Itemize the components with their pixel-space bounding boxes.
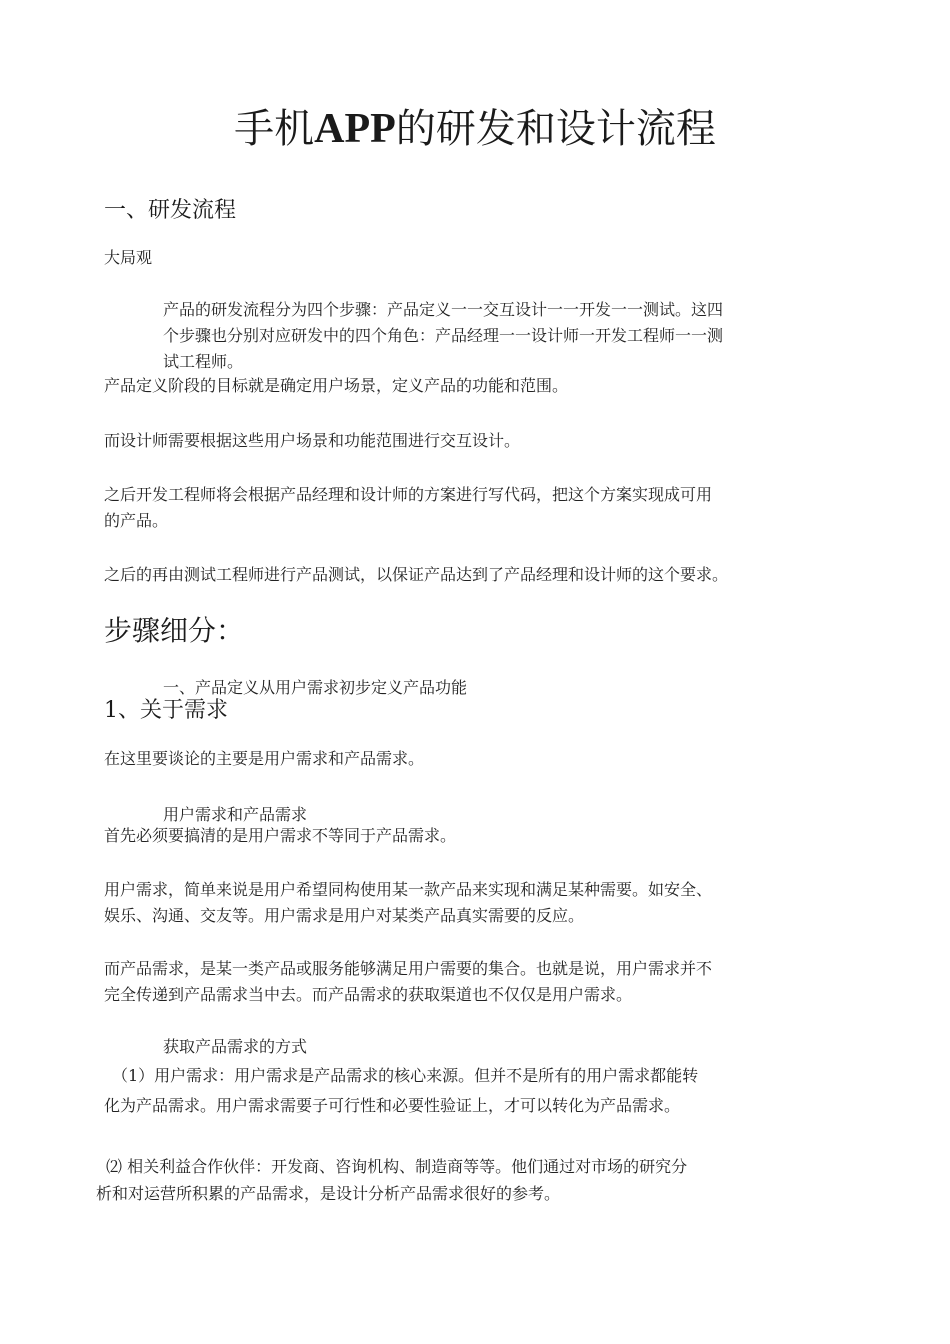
document-title: 手机APP的研发和设计流程: [234, 106, 716, 152]
paragraph-user-need-line-1: 用户需求，简单来说是用户希望同构使用某一款产品来实现和满足某种需要。如安全、: [104, 880, 713, 899]
step1-label: 一、产品定义从用户需求初步定义产品功能: [163, 678, 468, 697]
paragraph-definition: 产品定义阶段的目标就是确定用户场景，定义产品的功能和范围。: [104, 376, 569, 395]
steps-heading: 步骤细分：: [104, 614, 245, 647]
paragraph-designer: 而设计师需要根据这些用户场景和功能范围进行交互设计。: [104, 431, 521, 450]
list-item-1-line-2: 化为产品需求。用户需求需要子可行性和必要性验证上，才可以转化为产品需求。: [104, 1096, 681, 1115]
intro-line-3: 试工程师。: [163, 352, 244, 371]
paragraph-user-need-line-2: 娱乐、沟通、交友等。用户需求是用户对某类产品真实需要的反应。: [104, 906, 585, 925]
paragraph-discuss: 在这里要谈论的主要是用户需求和产品需求。: [104, 749, 425, 768]
paragraph-first: 首先必须要搞清的是用户需求不等同于产品需求。: [104, 826, 457, 845]
intro-line-1: 产品的研发流程分为四个步骤：产品定义一一交互设计一一开发一一测试。这四: [163, 300, 724, 319]
intro-line-2: 个步骤也分别对应研发中的四个角色：产品经理一一设计师一开发工程师一一测: [163, 326, 724, 345]
label-ways-to-get-needs: 获取产品需求的方式: [163, 1037, 308, 1056]
list-item-2-line-1: ⑵ 相关利益合作伙伴：开发商、咨询机构、制造商等等。他们通过对市场的研究分: [106, 1157, 688, 1176]
subsection-heading-requirements: 1、关于需求: [104, 698, 228, 723]
section-heading-dev-process: 一、研发流程: [104, 198, 237, 223]
list-item-1-line-1: （1）用户需求：用户需求是产品需求的核心来源。但并不是所有的用户需求都能转: [112, 1066, 699, 1085]
list-item-2-line-2: 析和对运营所积累的产品需求，是设计分析产品需求很好的参考。: [96, 1184, 561, 1203]
paragraph-tester: 之后的再由测试工程师进行产品测试，以保证产品达到了产品经理和设计师的这个要求。: [104, 565, 729, 584]
overview-label: 大局观: [104, 248, 153, 267]
label-user-product-needs: 用户需求和产品需求: [163, 805, 308, 824]
paragraph-developer-line-1: 之后开发工程师将会根据产品经理和设计师的方案进行写代码，把这个方案实现成可用: [104, 485, 713, 504]
paragraph-developer-line-2: 的产品。: [104, 511, 169, 530]
paragraph-product-need-line-1: 而产品需求，是某一类产品或服务能够满足用户需要的集合。也就是说，用户需求并不: [104, 959, 713, 978]
paragraph-product-need-line-2: 完全传递到产品需求当中去。而产品需求的获取渠道也不仅仅是用户需求。: [104, 985, 633, 1004]
